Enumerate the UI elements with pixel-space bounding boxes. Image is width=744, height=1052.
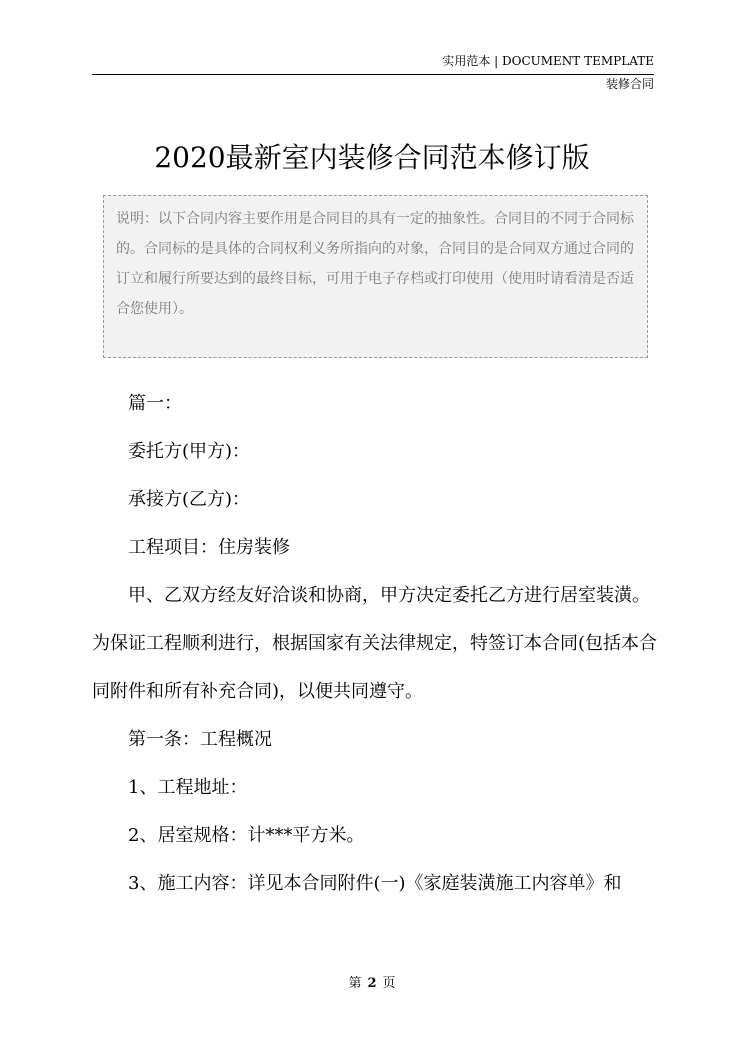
- page-number: 2: [367, 976, 377, 991]
- paragraph: 2、居室规格：计***平方米。: [128, 825, 365, 846]
- paragraph: 承接方(乙方)：: [128, 489, 251, 510]
- header-brand: 实用范本 | DOCUMENT TEMPLATE: [442, 54, 654, 68]
- paragraph: 甲、乙双方经友好洽谈和协商，甲方决定委托乙方进行居室装潢。为保证工程顺利进行，根据国家有关法律规定，特签订本合同(包括本合同附件和所有补充合同)，以便共同遵守。: [92, 585, 658, 702]
- paragraph: 委托方(甲方)：: [128, 441, 251, 462]
- document-title: 2020最新室内装修合同范本修订版: [154, 141, 590, 174]
- paragraph: 工程项目：住房装修: [128, 537, 290, 558]
- paragraph: 1、工程地址：: [128, 777, 248, 798]
- page-suffix: 页: [382, 976, 396, 991]
- paragraph: 篇一：: [128, 393, 182, 414]
- page-footer: [0, 975, 744, 993]
- header-subtitle: 装修合同: [605, 77, 654, 91]
- page-header: [92, 52, 654, 75]
- paragraph: 第一条：工程概况: [128, 729, 272, 750]
- paragraph: 3、施工内容：详见本合同附件(一)《家庭装潢施工内容单》和: [128, 873, 622, 894]
- page-prefix: 第: [348, 976, 362, 991]
- note-box: 说明：以下合同内容主要作用是合同目的具有一定的抽象性。合同目的不同于合同标的。合同标的是具体的合同权利义务所指向的对象，合同目的是合同双方通过合同的订立和履行所要达到的最终目标，可用于电子存档或打印使用（使用时请看清是否适合您使用）。: [103, 195, 648, 358]
- document-body: [92, 380, 658, 908]
